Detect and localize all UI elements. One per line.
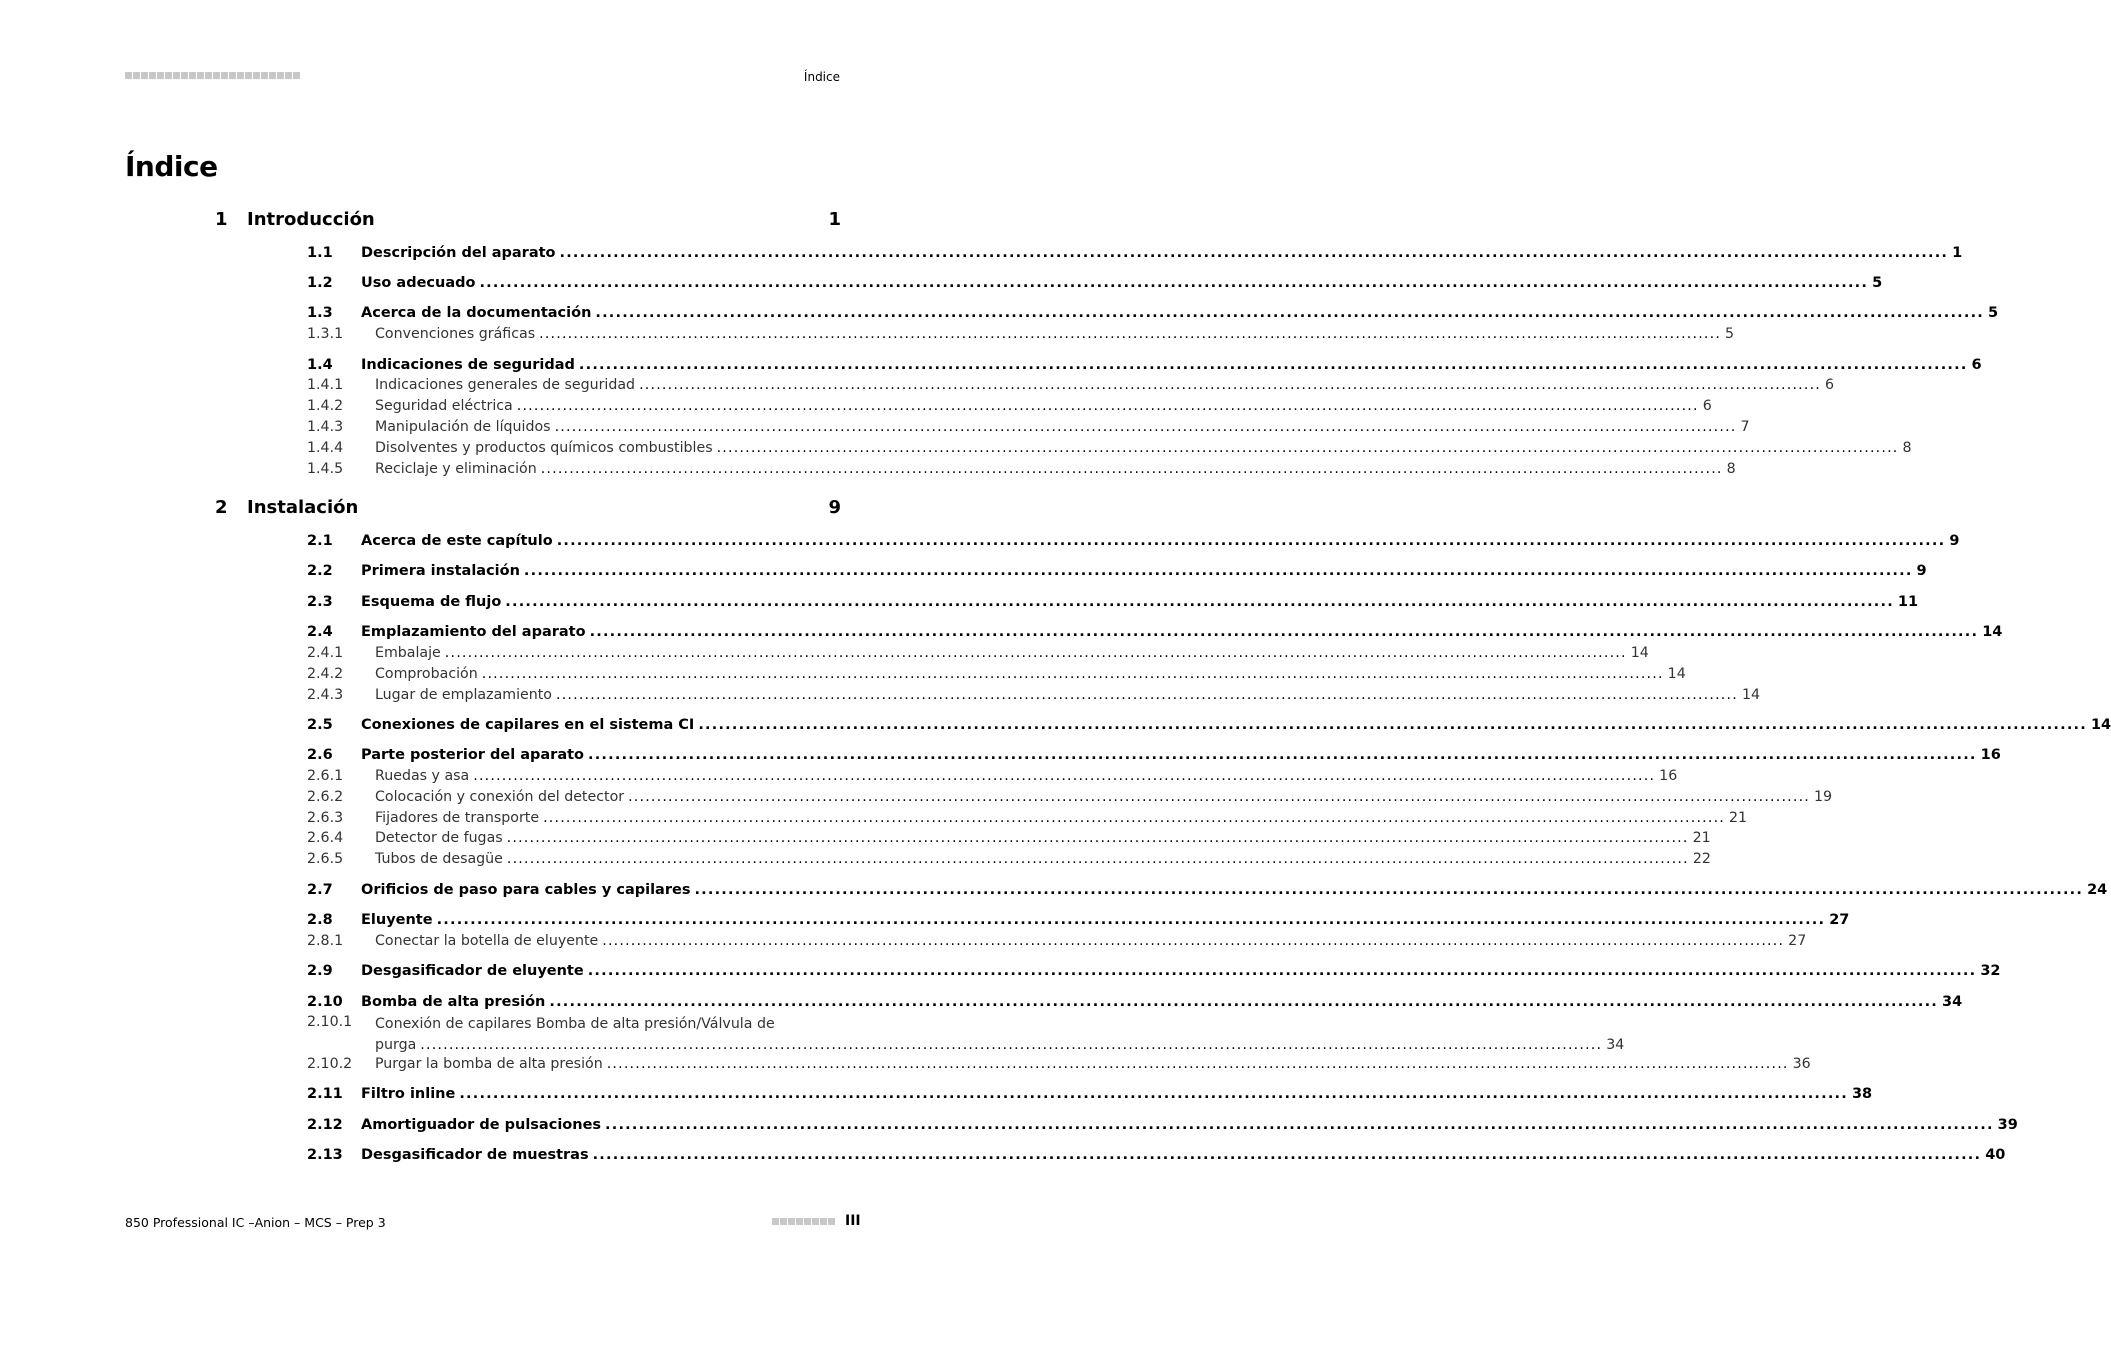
subsection-page: 16 [1659, 768, 1678, 785]
dot-leader [420, 1035, 1602, 1056]
section-page: 16 [1980, 747, 2001, 764]
subsection-number: 1.4.1 [307, 377, 344, 394]
subsection-number: 2.8.1 [307, 932, 344, 949]
dot-leader [628, 789, 1810, 805]
section-page: 14 [1982, 624, 2003, 641]
toc-section[interactable] [307, 593, 1919, 615]
toc-section[interactable] [307, 532, 1960, 554]
subsection-title: Disolventes y productos químicos combustibles [375, 439, 713, 456]
dot-leader [459, 1086, 1848, 1102]
section-title: Acerca de este capítulo [361, 532, 553, 549]
chapter-number: 2 [215, 497, 228, 519]
section-title: Parte posterior del aparato [361, 747, 585, 764]
toc-subsection[interactable] [307, 644, 1649, 666]
section-page: 40 [1985, 1147, 2006, 1164]
toc-subsection[interactable] [307, 326, 1735, 347]
footer-product-name: 850 Professional IC –Anion – MCS – Prep 3 [125, 1215, 386, 1230]
subsection-page: 6 [1702, 398, 1712, 415]
toc-section[interactable] [307, 356, 1982, 378]
subsection-title-continued: purga [375, 1037, 417, 1054]
subsection-title: Comprobación [375, 665, 478, 682]
dot-leader [607, 1056, 1789, 1072]
dot-leader [517, 398, 1699, 414]
toc-subsection[interactable] [307, 686, 1760, 708]
running-header-title: Índice [803, 70, 840, 84]
subsection-number: 2.4.2 [307, 665, 344, 682]
dot-leader [605, 1117, 1994, 1133]
toc-section[interactable] [307, 1116, 2018, 1138]
toc-section[interactable] [307, 274, 1883, 296]
section-page: 38 [1851, 1086, 1873, 1103]
toc-subsection[interactable] [307, 377, 1835, 398]
toc-subsection[interactable] [307, 1014, 1625, 1056]
subsection-page: 8 [1726, 460, 1736, 477]
toc-section[interactable] [307, 716, 2111, 738]
section-number: 2.5 [307, 716, 333, 733]
dot-leader [556, 687, 1738, 703]
subsection-title: Ruedas y asa [375, 768, 470, 785]
subsection-number: 1.4.4 [307, 439, 344, 456]
section-title: Acerca de la documentación [361, 305, 592, 322]
chapter-number: 1 [215, 209, 228, 230]
dot-leader [505, 594, 1894, 610]
subsection-title: Embalaje [375, 644, 441, 661]
section-number: 2.7 [307, 881, 333, 898]
subsection-title: Lugar de emplazamiento [375, 686, 552, 703]
toc-subsection[interactable] [307, 768, 1678, 789]
section-number: 2.9 [307, 963, 333, 980]
toc-section[interactable] [307, 1086, 1873, 1107]
section-page: 24 [2087, 881, 2108, 898]
chapter-page: 9 [828, 497, 841, 519]
section-title: Desgasificador de eluyente [361, 963, 584, 980]
dot-leader [560, 245, 1949, 261]
chapter-title: Instalación [247, 497, 359, 519]
section-page: 1 [1952, 244, 1963, 261]
subsection-number: 2.10.2 [307, 1056, 353, 1073]
subsection-title: Manipulación de líquidos [375, 418, 551, 435]
section-page: 9 [1916, 563, 1927, 580]
section-number: 2.12 [307, 1116, 343, 1133]
subsection-page: 34 [1606, 1037, 1625, 1054]
section-title: Indicaciones de seguridad [361, 356, 575, 373]
dot-leader [595, 305, 1984, 321]
subsection-number: 1.4.5 [307, 460, 344, 477]
section-number: 1.3 [307, 305, 333, 322]
dot-leader [588, 747, 1977, 763]
toc-section[interactable] [307, 963, 2001, 984]
toc-section[interactable] [307, 563, 1927, 584]
footer-page-number: III [845, 1213, 861, 1229]
dot-leader [590, 624, 1979, 640]
subsection-title: Conexión de capilares Bomba de alta presión/Válvula de [375, 1016, 775, 1033]
chapter-page: 1 [828, 209, 841, 230]
section-title: Bomba de alta presión [361, 993, 546, 1010]
toc-subsection[interactable] [307, 439, 1912, 461]
dot-leader [473, 768, 1655, 784]
toc-section[interactable] [307, 1147, 2006, 1168]
dot-leader [694, 882, 2083, 898]
section-title: Amortiguador de pulsaciones [361, 1116, 602, 1133]
subsection-page: 5 [1725, 326, 1735, 343]
dot-leader [588, 963, 1977, 979]
toc-subsection[interactable] [307, 788, 1833, 810]
toc-subsection[interactable] [307, 809, 1748, 831]
section-title: Conexiones de capilares en el sistema CI [361, 716, 695, 733]
dot-leader [524, 563, 1913, 579]
section-number: 1.4 [307, 356, 333, 373]
subsection-title: Tubos de desagüe [375, 851, 503, 868]
toc-subsection[interactable] [307, 665, 1686, 687]
section-title: Emplazamiento del aparato [361, 624, 586, 641]
dot-leader [445, 645, 1627, 661]
subsection-page: 6 [1825, 377, 1835, 394]
dot-leader [639, 377, 1821, 393]
subsection-page: 21 [1692, 830, 1711, 847]
subsection-title: Fijadores de transporte [375, 809, 540, 826]
toc-section[interactable] [307, 305, 1999, 326]
section-title: Esquema de flujo [361, 593, 502, 610]
dot-leader [437, 912, 1826, 928]
dot-leader [543, 810, 1725, 826]
page-title: Índice [125, 150, 218, 183]
section-number: 2.6 [307, 747, 333, 764]
subsection-number: 2.4.1 [307, 644, 344, 661]
table-of-contents [215, 205, 2111, 1168]
subsection-title: Reciclaje y eliminación [375, 460, 537, 477]
subsection-title: Conectar la botella de eluyente [375, 932, 599, 949]
section-title: Eluyente [361, 912, 433, 929]
section-page: 34 [1942, 993, 1963, 1010]
subsection-title: Purgar la bomba de alta presión [375, 1056, 603, 1073]
toc-subsection[interactable] [307, 460, 1736, 482]
section-page: 6 [1971, 356, 1982, 373]
subsection-page: 8 [1902, 439, 1912, 456]
subsection-page: 14 [1741, 686, 1760, 703]
section-page: 14 [2090, 716, 2111, 733]
subsection-title: Seguridad eléctrica [375, 398, 513, 415]
subsection-page: 14 [1630, 644, 1649, 661]
toc-section[interactable] [307, 747, 2001, 768]
section-page: 9 [1949, 532, 1960, 549]
subsection-number: 2.6.3 [307, 809, 344, 826]
toc-subsection[interactable] [307, 398, 1712, 419]
toc-section[interactable] [307, 993, 1963, 1015]
subsection-page: 21 [1729, 809, 1748, 826]
toc-subsection[interactable] [307, 851, 1711, 872]
subsection-title: Convenciones gráficas [375, 326, 536, 343]
subsection-number: 1.3.1 [307, 326, 344, 343]
section-page: 5 [1872, 274, 1883, 291]
section-title: Desgasificador de muestras [361, 1147, 589, 1164]
section-number: 2.8 [307, 912, 333, 929]
subsection-number: 2.6.1 [307, 768, 344, 785]
section-title: Orificios de paso para cables y capilares [361, 881, 691, 898]
section-page: 27 [1829, 912, 1850, 929]
subsection-page: 19 [1814, 788, 1833, 805]
section-number: 2.2 [307, 563, 333, 580]
section-title: Uso adecuado [361, 274, 476, 291]
subsection-number: 2.6.2 [307, 788, 344, 805]
header-decoration [125, 72, 300, 79]
dot-leader [717, 440, 1899, 456]
dot-leader [602, 933, 1784, 949]
subsection-page: 27 [1788, 932, 1807, 949]
dot-leader [579, 357, 1968, 373]
section-page: 11 [1897, 593, 1919, 610]
subsection-title-block [375, 1014, 1624, 1056]
subsection-title: Colocación y conexión del detector [375, 788, 625, 805]
chapter-title: Introducción [247, 209, 375, 230]
toc-section[interactable] [307, 244, 1963, 266]
subsection-page: 7 [1740, 418, 1750, 435]
dot-leader [541, 461, 1723, 477]
toc-section[interactable] [307, 881, 2108, 903]
dot-leader [482, 666, 1664, 682]
toc-subsection[interactable] [307, 1056, 1811, 1077]
section-number: 2.3 [307, 593, 333, 610]
subsection-number: 1.4.2 [307, 398, 344, 415]
subsection-title: Indicaciones generales de seguridad [375, 377, 636, 394]
section-title: Filtro inline [361, 1086, 456, 1103]
section-number: 1.2 [307, 274, 333, 291]
section-page: 39 [1997, 1116, 2018, 1133]
section-title: Primera instalación [361, 563, 520, 580]
dot-leader [555, 419, 1737, 435]
footer-decoration [772, 1218, 835, 1225]
dot-leader [507, 830, 1689, 846]
subsection-number: 2.4.3 [307, 686, 344, 703]
dot-leader [557, 533, 1946, 549]
toc-section[interactable] [307, 912, 1850, 933]
section-page: 5 [1988, 305, 1999, 322]
dot-leader [539, 326, 1721, 342]
toc-chapter[interactable] [215, 497, 841, 523]
section-number: 2.10 [307, 993, 343, 1010]
dot-leader [549, 994, 1938, 1010]
subsection-page: 22 [1692, 851, 1711, 868]
section-number: 2.13 [307, 1147, 343, 1164]
dot-leader [698, 717, 2087, 733]
subsection-number: 1.4.3 [307, 418, 344, 435]
section-number: 2.4 [307, 624, 333, 641]
section-title: Descripción del aparato [361, 244, 556, 261]
section-page: 32 [1980, 963, 2001, 980]
subsection-number: 2.6.4 [307, 830, 344, 847]
dot-leader [479, 275, 1868, 291]
section-number: 1.1 [307, 244, 333, 261]
toc-section[interactable] [307, 624, 2003, 645]
toc-subsection[interactable] [307, 830, 1711, 851]
toc-subsection[interactable] [307, 418, 1750, 440]
dot-leader [593, 1147, 1982, 1163]
subsection-title-last-line [375, 1035, 1624, 1056]
section-number: 2.11 [307, 1086, 343, 1103]
subsection-title: Detector de fugas [375, 830, 503, 847]
dot-leader [507, 851, 1689, 867]
subsection-page: 14 [1667, 665, 1686, 682]
subsection-number: 2.10.1 [307, 1014, 353, 1031]
section-number: 2.1 [307, 532, 333, 549]
subsection-page: 36 [1792, 1056, 1811, 1073]
toc-subsection[interactable] [307, 932, 1807, 954]
toc-chapter[interactable] [215, 209, 841, 235]
subsection-number: 2.6.5 [307, 851, 344, 868]
